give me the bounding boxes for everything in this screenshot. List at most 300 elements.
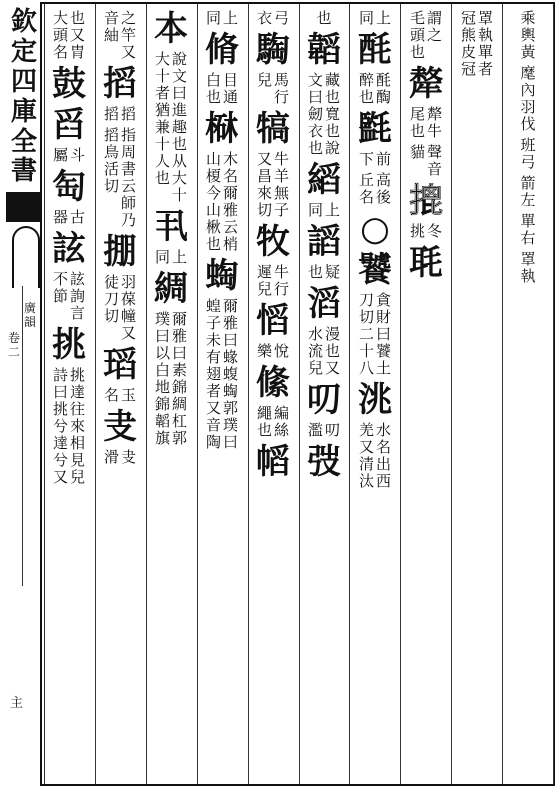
annotation-char: 曰 bbox=[307, 88, 323, 106]
annotation bbox=[359, 292, 391, 377]
annotation-char: 來 bbox=[70, 417, 86, 435]
headword bbox=[307, 283, 341, 324]
annotation-line bbox=[206, 72, 221, 106]
annotation-char: 牛 bbox=[274, 263, 290, 281]
annotation-char: 也 bbox=[307, 139, 323, 157]
annotation bbox=[520, 175, 535, 209]
annotation-char: 罩 bbox=[478, 9, 494, 27]
annotation-char: 二 bbox=[358, 325, 374, 343]
annotation-char: 見 bbox=[70, 451, 86, 469]
annotation-char: 曰 bbox=[52, 383, 68, 401]
annotation bbox=[53, 10, 85, 61]
annotation-line bbox=[172, 311, 187, 447]
headword bbox=[52, 166, 86, 207]
annotation-char: 水 bbox=[307, 325, 323, 343]
annotation-char: 羌 bbox=[358, 421, 374, 439]
headword-char: 瑫 bbox=[103, 345, 137, 385]
annotation bbox=[257, 10, 289, 27]
annotation-char: 不 bbox=[52, 270, 68, 288]
annotation-line bbox=[206, 10, 221, 27]
annotation bbox=[104, 449, 136, 466]
headword bbox=[154, 268, 188, 309]
annotation-char: 叨 bbox=[325, 421, 341, 439]
headword-char: 謟 bbox=[307, 222, 341, 262]
annotation-char: 弓 bbox=[520, 153, 536, 171]
text-column bbox=[149, 8, 193, 778]
annotation-line bbox=[376, 172, 391, 206]
column-rule bbox=[349, 4, 350, 784]
annotation-char: 素 bbox=[172, 361, 188, 379]
annotation-char: 上 bbox=[376, 9, 392, 27]
annotation-char: 又 bbox=[52, 468, 68, 486]
headword bbox=[358, 108, 392, 149]
annotation-char: 也 bbox=[172, 135, 188, 153]
annotation-char: 也 bbox=[325, 88, 341, 106]
annotation-char: 師 bbox=[121, 194, 137, 212]
annotation-char: 單 bbox=[478, 43, 494, 61]
annotation-char: 玉 bbox=[121, 386, 137, 404]
annotation-line bbox=[70, 367, 85, 486]
annotation-char: 絲 bbox=[274, 421, 290, 439]
annotation-line bbox=[257, 72, 272, 89]
annotation-line bbox=[104, 449, 119, 466]
annotation-line bbox=[121, 106, 136, 123]
annotation-char: 以 bbox=[154, 344, 170, 362]
annotation-char: 謂 bbox=[427, 9, 443, 27]
annotation bbox=[104, 127, 136, 229]
annotation-char: 達 bbox=[70, 383, 86, 401]
headword bbox=[307, 159, 341, 200]
annotation-char: 漫 bbox=[325, 325, 341, 343]
annotation-char: 同 bbox=[307, 201, 323, 219]
annotation-char: 挑 bbox=[409, 222, 425, 240]
annotation-char: 八 bbox=[358, 359, 374, 377]
annotation-line bbox=[53, 209, 68, 226]
annotation-line bbox=[376, 292, 391, 377]
column-rule bbox=[44, 4, 45, 784]
annotation-char: 曰 bbox=[154, 327, 170, 345]
annotation-line bbox=[274, 151, 289, 219]
annotation-char: 子 bbox=[274, 201, 290, 219]
annotation-line bbox=[308, 72, 323, 157]
annotation-char: 羽 bbox=[121, 273, 137, 291]
headword bbox=[358, 29, 392, 70]
annotation-char: 指 bbox=[121, 126, 137, 144]
annotation-char: 往 bbox=[70, 400, 86, 418]
annotation-char: 饕 bbox=[376, 342, 392, 360]
annotation-char: 葆 bbox=[121, 290, 137, 308]
annotation-char: 同 bbox=[205, 9, 221, 27]
headword bbox=[205, 255, 239, 296]
headword-char: ○ bbox=[360, 209, 390, 249]
annotation-char: 單 bbox=[520, 212, 536, 230]
annotation-char: 達 bbox=[52, 434, 68, 452]
headword bbox=[409, 180, 443, 221]
headword bbox=[256, 362, 290, 403]
annotation-char: 璞 bbox=[223, 416, 239, 434]
annotation-char: 蝮 bbox=[223, 365, 239, 383]
book-name bbox=[24, 302, 36, 330]
annotation-line bbox=[325, 72, 340, 157]
annotation-char: 名 bbox=[358, 188, 374, 206]
annotation-char: 之 bbox=[121, 9, 137, 27]
annotation-char: 音 bbox=[103, 9, 119, 27]
column-rule bbox=[502, 4, 503, 784]
annotation-char: 也 bbox=[409, 43, 425, 61]
annotation-char: 切 bbox=[256, 201, 272, 219]
annotation-line bbox=[410, 223, 425, 240]
annotation-char: 乃 bbox=[121, 211, 137, 229]
page-mark: 主 bbox=[10, 696, 24, 711]
headword bbox=[307, 29, 341, 70]
annotation-char: 悅 bbox=[274, 342, 290, 360]
headword-char: 滔 bbox=[307, 284, 341, 324]
annotation-line bbox=[70, 271, 85, 322]
annotation-char: 胄 bbox=[70, 43, 86, 61]
annotation-char: 班 bbox=[520, 136, 536, 154]
annotation-line bbox=[53, 271, 68, 305]
annotation bbox=[520, 65, 535, 133]
annotation-char: 節 bbox=[52, 287, 68, 305]
text-column bbox=[404, 8, 448, 778]
annotation-char: 熊 bbox=[460, 26, 476, 44]
annotation-line bbox=[308, 422, 323, 439]
headword-char: 饕 bbox=[358, 250, 392, 290]
center-line bbox=[22, 286, 23, 586]
annotation-char: 之 bbox=[427, 26, 443, 44]
annotation-char: 高 bbox=[376, 171, 392, 189]
annotation-line bbox=[427, 223, 442, 240]
headword bbox=[103, 63, 137, 104]
headword-char: 叏 bbox=[103, 407, 137, 447]
annotation bbox=[104, 10, 136, 61]
annotation-char: 繩 bbox=[256, 404, 272, 422]
headword bbox=[307, 441, 341, 482]
annotation-line bbox=[410, 144, 425, 161]
annotation bbox=[104, 106, 136, 123]
annotation-char: 麾 bbox=[520, 64, 536, 82]
annotation-char: 言 bbox=[70, 304, 86, 322]
annotation-char: 也 bbox=[307, 263, 323, 281]
annotation bbox=[520, 10, 535, 61]
collection-title bbox=[9, 8, 39, 187]
annotation-char: 搯 bbox=[103, 126, 119, 144]
annotation-char: 切 bbox=[103, 177, 119, 195]
annotation-char: 又 bbox=[121, 43, 137, 61]
annotation bbox=[104, 387, 136, 404]
annotation-char: 有 bbox=[205, 348, 221, 366]
annotation-char: 馬 bbox=[274, 71, 290, 89]
annotation-char: 毛 bbox=[409, 9, 425, 27]
annotation-char: 也 bbox=[409, 122, 425, 140]
annotation-char: 前 bbox=[376, 150, 392, 168]
annotation-char: 犛 bbox=[427, 105, 443, 123]
annotation-char: 冠 bbox=[460, 60, 476, 78]
annotation-line bbox=[172, 51, 187, 204]
annotation-char: 刀 bbox=[358, 291, 374, 309]
column-rule bbox=[146, 4, 147, 784]
annotation bbox=[410, 106, 442, 140]
column-rule bbox=[400, 4, 401, 784]
annotation-line bbox=[520, 175, 535, 209]
annotation-char: 木 bbox=[223, 150, 239, 168]
text-column bbox=[251, 8, 295, 778]
annotation-char: 錦 bbox=[154, 395, 170, 413]
annotation-char: 皮 bbox=[460, 43, 476, 61]
headword bbox=[52, 104, 86, 145]
annotation bbox=[104, 274, 136, 342]
annotation-char: 黃 bbox=[520, 43, 536, 61]
headword bbox=[205, 29, 239, 70]
annotation-char: 白 bbox=[154, 361, 170, 379]
annotation-line bbox=[155, 249, 170, 266]
annotation-char: 名 bbox=[376, 438, 392, 456]
volume-label bbox=[8, 332, 20, 360]
annotation bbox=[53, 209, 85, 226]
annotation-char: 弓 bbox=[274, 9, 290, 27]
annotation bbox=[520, 137, 535, 171]
headword bbox=[103, 344, 137, 385]
headword-char: 本 bbox=[154, 9, 188, 49]
annotation-char: 冬 bbox=[427, 222, 443, 240]
annotation bbox=[53, 147, 85, 164]
headword bbox=[256, 300, 290, 341]
volume-char: 二 bbox=[8, 344, 21, 359]
annotation-char: 疑 bbox=[325, 263, 341, 281]
annotation bbox=[308, 264, 340, 281]
annotation-char: 無 bbox=[274, 184, 290, 202]
annotation bbox=[53, 271, 85, 322]
annotation bbox=[410, 223, 442, 240]
annotation-line bbox=[53, 367, 68, 486]
annotation-char: 云 bbox=[223, 218, 239, 236]
annotation-char: 又 bbox=[205, 399, 221, 417]
annotation-char: 大 bbox=[172, 169, 188, 187]
headword bbox=[360, 208, 390, 249]
annotation bbox=[155, 51, 187, 204]
annotation bbox=[257, 72, 289, 106]
annotation-char: 名 bbox=[52, 43, 68, 61]
annotation-char: 頭 bbox=[52, 26, 68, 44]
annotation bbox=[308, 422, 340, 439]
annotation-line bbox=[325, 326, 340, 377]
annotation-char: 周 bbox=[121, 143, 137, 161]
annotation-char: 今 bbox=[205, 184, 221, 202]
annotation-char: 同 bbox=[154, 248, 170, 266]
annotation-char: 濫 bbox=[307, 421, 323, 439]
annotation-line bbox=[461, 10, 476, 78]
annotation-char: 也 bbox=[316, 9, 332, 27]
annotation-char: 昌 bbox=[256, 167, 272, 185]
headword-char: 鼓 bbox=[52, 64, 86, 104]
annotation-char: 人 bbox=[154, 152, 170, 170]
annotation-char: 衣 bbox=[307, 122, 323, 140]
annotation-char: 大 bbox=[52, 9, 68, 27]
headword-char: 㮟 bbox=[205, 109, 239, 149]
annotation-char: 徒 bbox=[103, 273, 119, 291]
annotation-char: 行 bbox=[274, 88, 290, 106]
annotation-line bbox=[121, 10, 136, 61]
annotation-char: 屬 bbox=[52, 146, 68, 164]
annotation-char: 十 bbox=[358, 342, 374, 360]
annotation-char: 聲 bbox=[427, 143, 443, 161]
annotation-char: 滑 bbox=[103, 448, 119, 466]
annotation-line bbox=[206, 298, 221, 451]
annotation-char: 曰 bbox=[223, 331, 239, 349]
column-rule bbox=[451, 4, 452, 784]
annotation-char: 貓 bbox=[409, 143, 425, 161]
headword bbox=[154, 206, 188, 247]
annotation-line bbox=[223, 151, 238, 253]
annotation bbox=[520, 251, 535, 285]
annotation-char: 曰 bbox=[172, 344, 188, 362]
headword bbox=[307, 221, 341, 262]
annotation-char: 兼 bbox=[154, 118, 170, 136]
annotation-char: 劒 bbox=[307, 105, 323, 123]
column-rule bbox=[95, 4, 96, 784]
annotation-line bbox=[359, 10, 374, 27]
annotation-char: 輿 bbox=[520, 26, 536, 44]
annotation-char: 通 bbox=[223, 88, 239, 106]
annotation bbox=[155, 311, 187, 447]
headword bbox=[358, 249, 392, 290]
annotation bbox=[359, 72, 391, 106]
annotation-char: 頭 bbox=[409, 26, 425, 44]
annotation-char: 牛 bbox=[427, 122, 443, 140]
headword bbox=[103, 231, 137, 272]
annotation-char: 尾 bbox=[409, 105, 425, 123]
annotation-line bbox=[410, 10, 425, 61]
annotation bbox=[308, 202, 340, 219]
book-char: 韻 bbox=[24, 314, 37, 329]
annotation-char: 樂 bbox=[256, 342, 272, 360]
annotation-char: 者 bbox=[478, 60, 494, 78]
annotation-char: 出 bbox=[376, 455, 392, 473]
annotation-char: 子 bbox=[205, 314, 221, 332]
annotation-char: 書 bbox=[121, 160, 137, 178]
text-column bbox=[455, 8, 499, 778]
headword-char: 韜 bbox=[307, 30, 341, 70]
annotation-line bbox=[359, 151, 374, 168]
annotation bbox=[359, 422, 391, 490]
annotation-char: 行 bbox=[274, 280, 290, 298]
annotation-char: 从 bbox=[172, 152, 188, 170]
annotation-char: 杠 bbox=[172, 412, 188, 430]
annotation-char: 竿 bbox=[121, 26, 137, 44]
annotation bbox=[206, 72, 238, 106]
annotation-line bbox=[223, 10, 238, 27]
annotation-line bbox=[121, 127, 136, 229]
headword-char: 絛 bbox=[256, 363, 290, 403]
annotation-line bbox=[478, 10, 493, 78]
annotation-line bbox=[104, 106, 119, 123]
annotation-char: 丘 bbox=[358, 171, 374, 189]
headword-char: 𢱧 bbox=[409, 181, 443, 221]
annotation-line bbox=[427, 144, 442, 178]
annotation-char: 兒 bbox=[70, 468, 86, 486]
annotation-char: 斗 bbox=[70, 146, 86, 164]
annotation-char: 下 bbox=[358, 150, 374, 168]
headword-char: 蜪 bbox=[205, 256, 239, 296]
annotation-char: 目 bbox=[223, 71, 239, 89]
annotation bbox=[155, 249, 187, 266]
annotation-char: 山 bbox=[205, 201, 221, 219]
annotation-line bbox=[274, 343, 289, 360]
headword-char: 丮 bbox=[154, 207, 188, 247]
margin-sidebar bbox=[6, 2, 42, 786]
annotation-line bbox=[376, 151, 391, 168]
headword-char: 挑 bbox=[52, 325, 86, 365]
annotation-line bbox=[70, 147, 85, 164]
annotation-char: 蜪 bbox=[223, 382, 239, 400]
annotation-char: 爾 bbox=[223, 297, 239, 315]
headword-char: 掤 bbox=[103, 232, 137, 272]
annotation-char: 綢 bbox=[172, 395, 188, 413]
annotation bbox=[206, 151, 238, 253]
annotation-line bbox=[155, 51, 170, 187]
annotation-char: 曰 bbox=[376, 325, 392, 343]
headword bbox=[52, 63, 86, 104]
annotation-line bbox=[257, 10, 272, 27]
headword-char: 犒 bbox=[256, 109, 290, 149]
annotation-char: 也 bbox=[325, 122, 341, 140]
annotation-char: 云 bbox=[121, 177, 137, 195]
annotation-line bbox=[359, 292, 374, 377]
annotation-line bbox=[121, 449, 136, 466]
annotation-line bbox=[257, 151, 272, 219]
annotation-char: 醉 bbox=[358, 71, 374, 89]
annotation-char: 璞 bbox=[154, 310, 170, 328]
annotation-line bbox=[274, 10, 289, 27]
annotation bbox=[308, 72, 340, 157]
annotation bbox=[359, 172, 391, 206]
annotation-char: 罩 bbox=[520, 250, 536, 268]
annotation-line bbox=[274, 72, 289, 106]
annotation-line bbox=[325, 422, 340, 439]
annotation-char: 郭 bbox=[223, 399, 239, 417]
headword bbox=[256, 108, 290, 149]
text-column bbox=[47, 8, 91, 778]
annotation-char: 切 bbox=[358, 308, 374, 326]
annotation-char: 雅 bbox=[172, 327, 188, 345]
annotation-line bbox=[274, 405, 289, 439]
annotation-char: 楸 bbox=[205, 218, 221, 236]
annotation-char: 也 bbox=[70, 9, 86, 27]
annotation-line bbox=[359, 72, 374, 106]
annotation-line bbox=[520, 213, 535, 247]
annotation bbox=[206, 298, 238, 451]
annotation-char: 汰 bbox=[358, 472, 374, 490]
title-char: 庫 bbox=[10, 96, 37, 127]
headword-char: 犛 bbox=[409, 64, 443, 104]
annotation-line bbox=[206, 151, 221, 253]
annotation-char: 上 bbox=[172, 248, 188, 266]
annotation-char: 大 bbox=[154, 50, 170, 68]
annotation-char: 來 bbox=[256, 184, 272, 202]
annotation-char: 土 bbox=[376, 359, 392, 377]
annotation-char: 說 bbox=[325, 139, 341, 157]
annotation-line bbox=[121, 387, 136, 404]
annotation-char: 郭 bbox=[172, 429, 188, 447]
fishtail-arc bbox=[12, 226, 40, 288]
annotation-line bbox=[308, 202, 323, 219]
annotation-char: 叏 bbox=[121, 448, 137, 466]
annotation-line bbox=[155, 311, 170, 447]
annotation-line bbox=[520, 137, 535, 171]
annotation-char: 活 bbox=[103, 160, 119, 178]
headword-char: 脩 bbox=[205, 30, 239, 70]
annotation-char: 音 bbox=[205, 416, 221, 434]
